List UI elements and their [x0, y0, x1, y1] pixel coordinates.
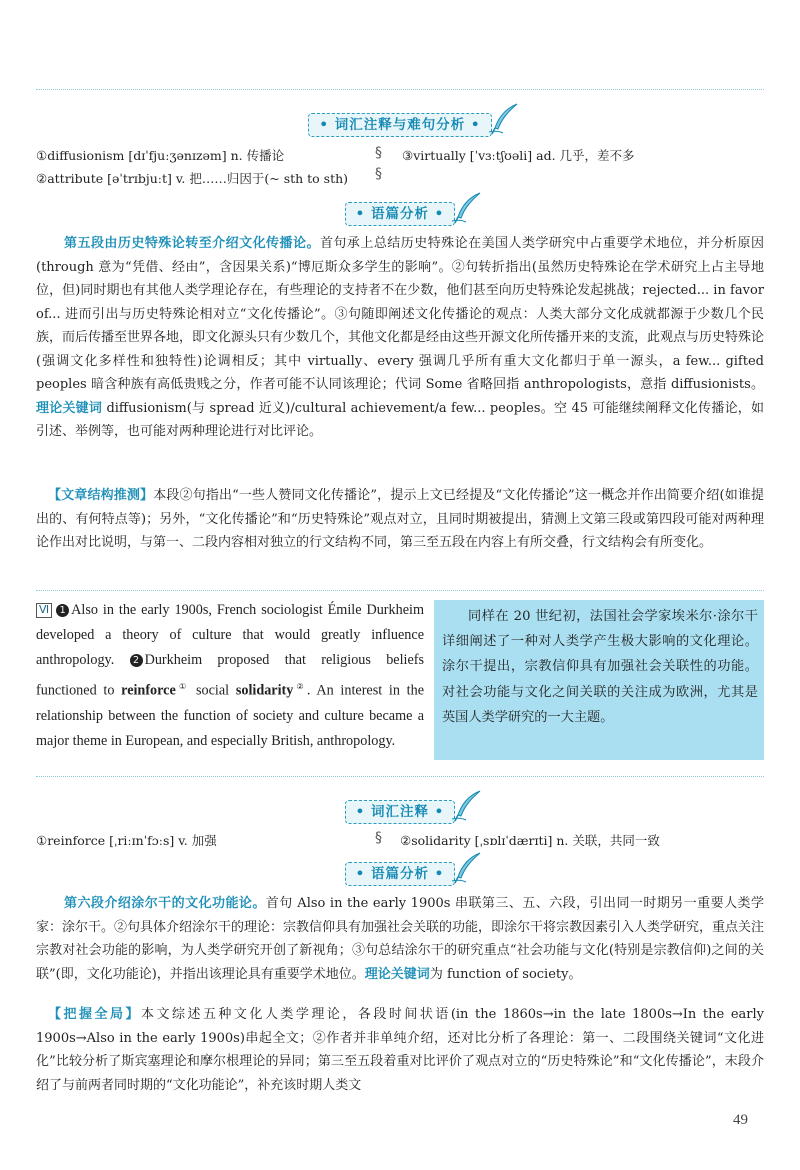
quill-pen-icon [450, 191, 484, 225]
sentence-2-part-c: . An interest in the relationship between the function of society and culture became a major theme in European, and especially British, anthropology. [36, 682, 424, 749]
sentence-1: Also in the early 1900s, French sociologist Émile Durkheim developed a theory of culture that would greatly influence anthropology. [36, 602, 424, 669]
key-word-label: 理论关键词 [36, 400, 103, 416]
sentence-number: 2 [130, 654, 143, 667]
vocab-reinforce: ①reinforce [ˌriːɪnˈfɔːs] v. 加强 [36, 833, 217, 848]
quill-pen-icon [487, 102, 521, 136]
wavy-divider: § [375, 145, 382, 161]
translation-text: 同样在 20 世纪初，法国社会学家埃米尔·涂尔干详细阐述了一种对人类学产生极大影响的文化理论。涂尔干提出，宗教信仰具有加强社会关联性的功能。对社会功能与文化之间关联的关注成为欧洲，尤其是英国人类学研究的一大主题。 [442, 609, 758, 725]
overall-grasp-paragraph [36, 1003, 764, 1097]
sentence-2-part-b: social [196, 682, 230, 699]
wavy-divider: § [375, 830, 382, 846]
vocab-diffusionism: ①diffusionism [dɪˈfjuːʒənɪzəm] n. 传播论 [36, 148, 285, 163]
footnote-marker: ① [175, 681, 190, 691]
structure-prediction-paragraph [36, 484, 764, 555]
passage-bottom-divider [36, 776, 764, 777]
vocab-header-row [0, 800, 800, 824]
vocab-word-solidarity: solidarity [235, 682, 294, 699]
paragraph-body: 首句承上总结历史特殊论在美国人类学研究中占重要学术地位，并分析原因(through 意为“凭借、经由”，含因果关系)“博厄斯众多学生的影响”。②句转折指出(虽然历史特殊论在学术研究上占主导地位，但)同时期也有其他人类学理论存在，有些理论的支持者不在少数，他们甚至向历史特殊论发起挑战；rejected... in favor of... 进而引出与历史特殊论相对立“文化传播论”。③句随即阐述文化传播论的观点：人类大部分文化成就都源于少数几个民族，而后传播至世界各地，即文化源头只有少数几个，其他文化都是经由这些开源文化所传播开来的支流，此观点与历史特殊论(强调文化多样性和独特性)论调相反；其中 virtually、every 强调几乎所有重大文化都归于单一源头，a few... gifted peoples 暗含种族有高低贵贱之分，作者可能不认同该理论；代词 Some 省略回指 anthropologists，意指 diffusionists。 [36, 236, 765, 392]
vocab-solidarity: ②solidarity [ˌsɒlɪˈdærɪti] n. 关联，共同一致 [400, 833, 660, 848]
top-divider [36, 89, 764, 90]
analysis-header-row-1 [0, 202, 800, 226]
sentence-number: 1 [56, 604, 69, 617]
vocab-word-reinforce: reinforce [121, 682, 176, 699]
vocab-header: • 词汇注释 • [345, 800, 456, 824]
analysis-paragraph-6 [36, 892, 764, 986]
sentence-2-part-a: Durkheim proposed that religious beliefs functioned to [36, 652, 425, 699]
page-number: 49 [733, 1112, 748, 1128]
wavy-divider: § [375, 166, 382, 182]
structure-prediction-body: 本段②句指出“一些人赞同文化传播论”，提示上文已经提及“文化传播论”这一概念并作出简要介绍(如谁提出的、有何特点等)；另外，“文化传播论”和“历史特殊论”观点对立，且同时期被提出，猜测上文第三段或第四段可能对两种理论作出对比说明，与第一、二段内容相对独立的行文结构不同，第三至五段在内容上有所交叠，行文结构会有所变化。 [36, 488, 764, 550]
key-word-label: 理论关键词 [364, 966, 430, 982]
paragraph-lead: 第六段介绍涂尔干的文化功能论。 [64, 896, 266, 911]
paragraph-roman-numeral: Ⅵ [36, 603, 52, 618]
vocab-difficult-header: • 词汇注释与难句分析 • [308, 113, 491, 137]
vocab-virtually: ③virtually [ˈvɜːtʃʊəli] ad. 几乎，差不多 [402, 148, 635, 163]
passage-top-divider [36, 590, 764, 591]
key-word-body: 为 function of society。 [429, 966, 582, 982]
structure-prediction-label: 【文章结构推测】 [48, 488, 154, 503]
analysis-header-2: • 语篇分析 • [345, 862, 456, 886]
overall-grasp-label: 【把握全局】 [48, 1007, 141, 1022]
quill-pen-icon [450, 789, 484, 823]
footnote-marker: ② [293, 681, 307, 691]
english-passage [36, 598, 424, 754]
paragraph-lead: 第五段由历史特殊论转至介绍文化传播论。 [64, 236, 320, 251]
analysis-paragraph-5 [36, 232, 764, 444]
vocab-difficult-header-row [0, 113, 800, 137]
overall-grasp-body: 本文综述五种文化人类学理论，各段时间状语(in the 1860s→in the late 1800s→In the early 1900s→Also in the early 1900s)串起全文；②作者并非单纯介绍，还对比分析了各理论：第一、二段围绕关键词“文化进化”比较分析了斯宾塞理论和摩尔根理论的异同；第三至五段着重对比评价了观点对立的“历史特殊论”和“文化传播论”，末段介绍了与前两者同时期的“文化功能论”，补充该时期人类文 [36, 1007, 764, 1093]
quill-pen-icon [450, 851, 484, 885]
analysis-header-row-2 [0, 862, 800, 886]
analysis-header-1: • 语篇分析 • [345, 202, 456, 226]
vocab-attribute: ②attribute [əˈtrɪbjuːt] v. 把……归因于(~ sth to sth) [36, 171, 349, 186]
paragraph-body: 首句 Also in the early 1900s 串联第三、五、六段，引出同一时期另一重要人类学家：涂尔干。②句具体介绍涂尔干的理论：宗教信仰具有加强社会关联的功能，即涂尔干将宗教因素引入人类学研究，重点关注宗教对社会功能的影响，为人类学研究开创了新视角；③句总结涂尔干的研究重点“社会功能与文化(特别是宗教信仰)之间的关联”(即，文化功能论)，并指出该理论具有重要学术地位。 [36, 896, 765, 982]
key-word-body: diffusionism(与 spread 近义)/cultural achievement/a few... peoples。空 45 可能继续阐释文化传播论，如引述、举例等，也可能对两种理论进行对比评论。 [36, 400, 764, 439]
